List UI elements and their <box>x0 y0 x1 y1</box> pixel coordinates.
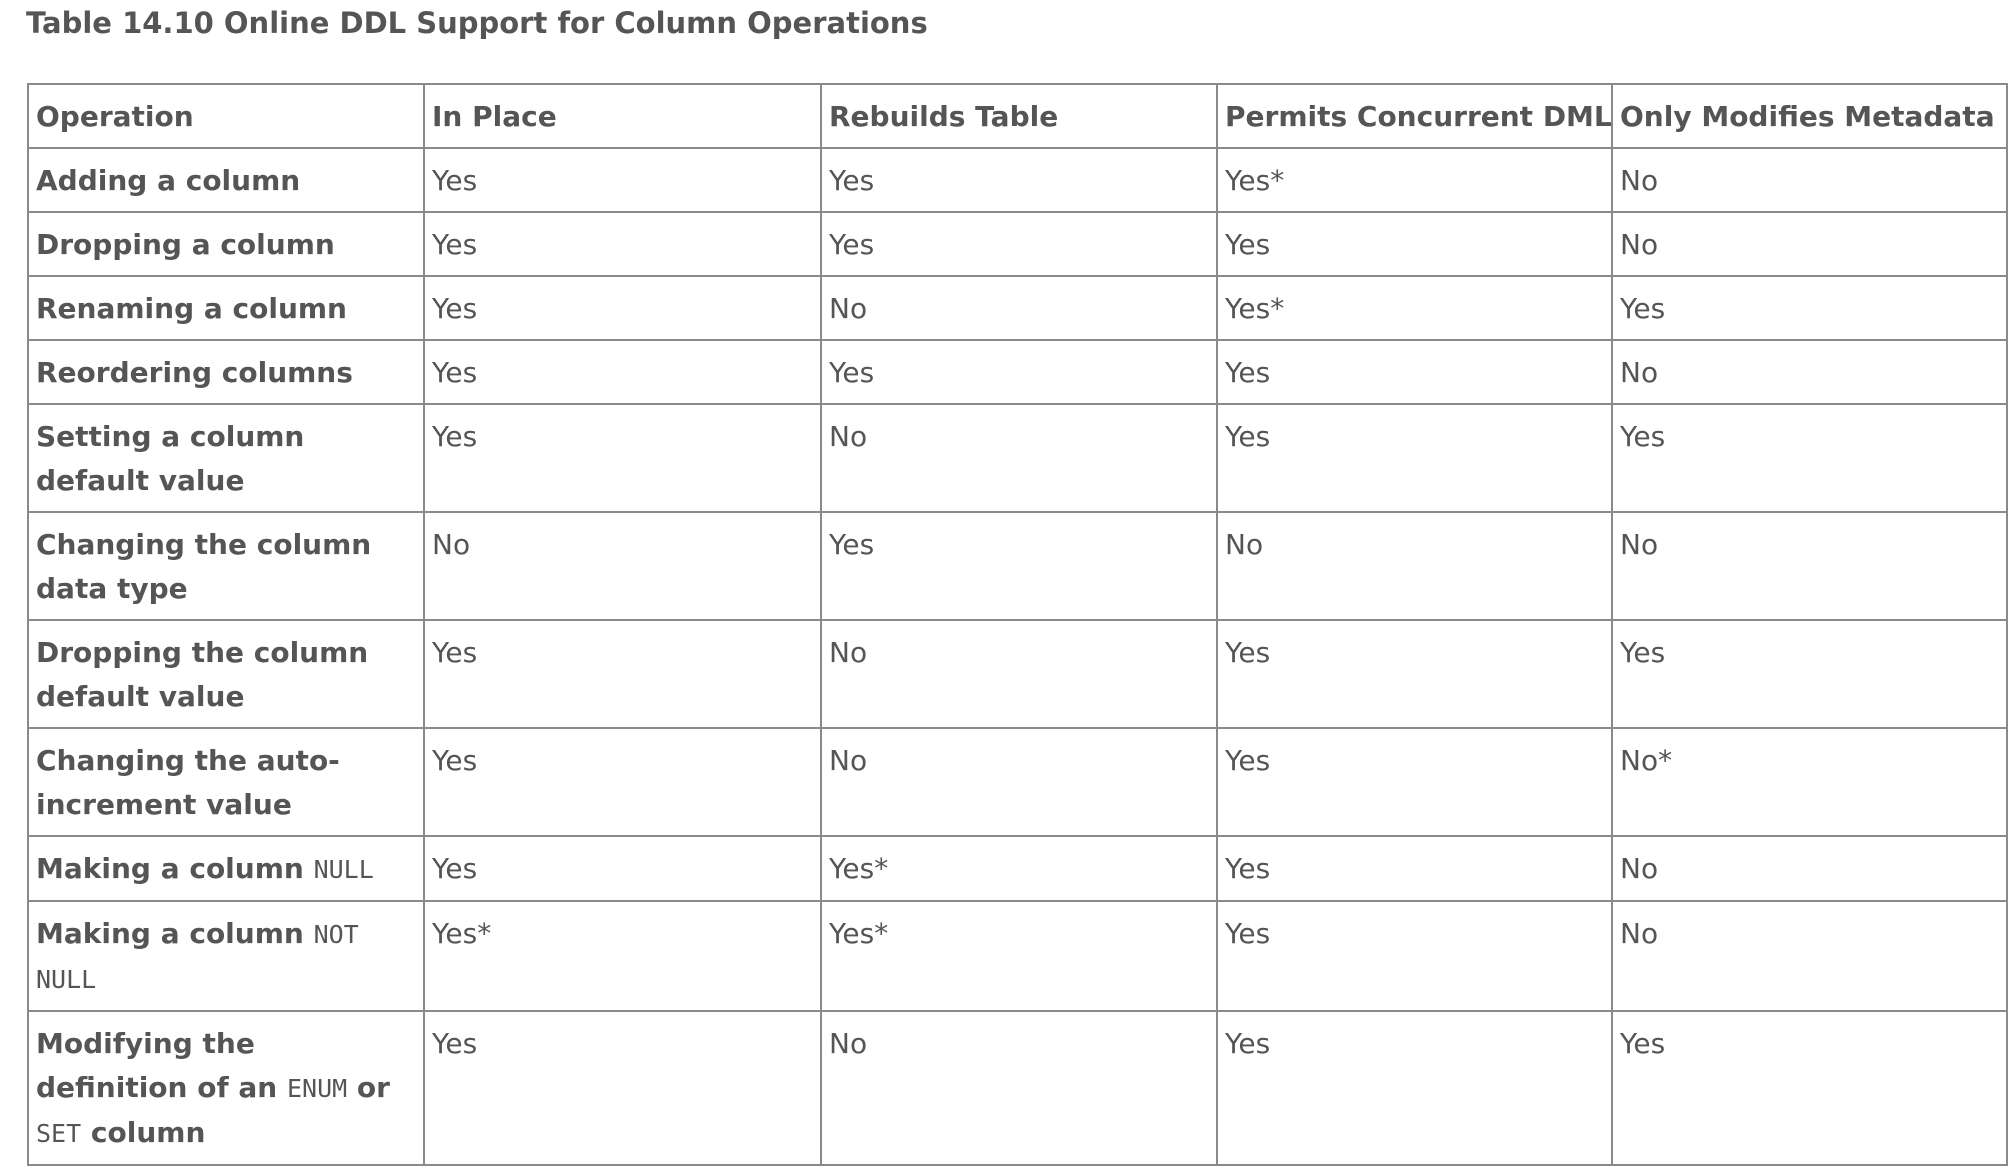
in-place-cell: Yes <box>424 728 821 836</box>
metadata-only-cell: Yes <box>1612 620 2007 728</box>
concurrent-dml-cell: Yes <box>1217 340 1612 404</box>
in-place-cell: Yes <box>424 836 821 901</box>
operation-cell: Changing the column data type <box>28 512 424 620</box>
metadata-only-cell: No <box>1612 512 2007 620</box>
metadata-only-cell: No <box>1612 901 2007 1011</box>
table-row <box>28 340 2007 404</box>
in-place-cell: Yes <box>424 340 821 404</box>
operation-cell <box>28 836 424 901</box>
concurrent-dml-cell: Yes* <box>1217 148 1612 212</box>
operation-cell: Adding a column <box>28 148 424 212</box>
operation-text: Modifying the definition of an <box>36 1027 287 1104</box>
metadata-only-cell: Yes <box>1612 1011 2007 1165</box>
in-place-cell: Yes* <box>424 901 821 1011</box>
table-row <box>28 148 2007 212</box>
online-ddl-table <box>27 83 2008 1166</box>
rebuilds-table-cell: Yes* <box>821 836 1217 901</box>
code-literal: NULL <box>313 855 374 884</box>
metadata-only-cell: No <box>1612 212 2007 276</box>
concurrent-dml-cell: Yes <box>1217 212 1612 276</box>
table-row <box>28 836 2007 901</box>
table-row <box>28 276 2007 340</box>
in-place-cell: Yes <box>424 404 821 512</box>
metadata-only-cell: No* <box>1612 728 2007 836</box>
rebuilds-table-cell: Yes <box>821 512 1217 620</box>
table-row <box>28 728 2007 836</box>
operation-cell: Renaming a column <box>28 276 424 340</box>
column-header-concurrent-dml: Permits Concurrent DML <box>1217 84 1612 148</box>
in-place-cell: Yes <box>424 620 821 728</box>
metadata-only-cell: Yes <box>1612 404 2007 512</box>
code-literal: NOT NULL <box>36 920 359 994</box>
operation-text: Making a column <box>36 917 314 950</box>
column-header-rebuilds-table: Rebuilds Table <box>821 84 1217 148</box>
column-header-metadata-only: Only Modifies Metadata <box>1612 84 2007 148</box>
rebuilds-table-cell: Yes <box>821 340 1217 404</box>
metadata-only-cell: No <box>1612 340 2007 404</box>
rebuilds-table-cell: No <box>821 620 1217 728</box>
rebuilds-table-cell: No <box>821 728 1217 836</box>
operation-cell <box>28 1011 424 1165</box>
in-place-cell: Yes <box>424 276 821 340</box>
table-row <box>28 1011 2007 1165</box>
table-row <box>28 212 2007 276</box>
column-header-in-place: In Place <box>424 84 821 148</box>
rebuilds-table-cell: No <box>821 404 1217 512</box>
concurrent-dml-cell: Yes <box>1217 901 1612 1011</box>
code-literal: ENUM <box>286 1074 348 1103</box>
rebuilds-table-cell: No <box>821 1011 1217 1165</box>
table-header-row <box>28 84 2007 148</box>
column-header-operation: Operation <box>28 84 424 148</box>
operation-cell: Dropping the column default value <box>28 620 424 728</box>
rebuilds-table-cell: Yes* <box>821 901 1217 1011</box>
metadata-only-cell: No <box>1612 148 2007 212</box>
table-row <box>28 512 2007 620</box>
code-literal: SET <box>36 1119 82 1148</box>
operation-cell: Changing the auto-increment value <box>28 728 424 836</box>
concurrent-dml-cell: Yes <box>1217 1011 1612 1165</box>
concurrent-dml-cell: Yes <box>1217 404 1612 512</box>
operation-cell <box>28 901 424 1011</box>
operation-text: column <box>81 1116 206 1149</box>
table-caption: Table 14.10 Online DDL Support for Column Operations <box>26 6 928 40</box>
in-place-cell: Yes <box>424 212 821 276</box>
rebuilds-table-cell: Yes <box>821 148 1217 212</box>
concurrent-dml-cell: Yes <box>1217 836 1612 901</box>
operation-text: Making a column <box>36 852 314 885</box>
concurrent-dml-cell: Yes <box>1217 620 1612 728</box>
rebuilds-table-cell: Yes <box>821 212 1217 276</box>
operation-cell: Setting a column default value <box>28 404 424 512</box>
in-place-cell: Yes <box>424 1011 821 1165</box>
metadata-only-cell: Yes <box>1612 276 2007 340</box>
metadata-only-cell: No <box>1612 836 2007 901</box>
rebuilds-table-cell: No <box>821 276 1217 340</box>
concurrent-dml-cell: Yes* <box>1217 276 1612 340</box>
concurrent-dml-cell: No <box>1217 512 1612 620</box>
concurrent-dml-cell: Yes <box>1217 728 1612 836</box>
in-place-cell: Yes <box>424 148 821 212</box>
table-row <box>28 404 2007 512</box>
in-place-cell: No <box>424 512 821 620</box>
table-row <box>28 620 2007 728</box>
table-row <box>28 901 2007 1011</box>
operation-text: or <box>347 1071 390 1104</box>
operation-cell: Dropping a column <box>28 212 424 276</box>
operation-cell: Reordering columns <box>28 340 424 404</box>
